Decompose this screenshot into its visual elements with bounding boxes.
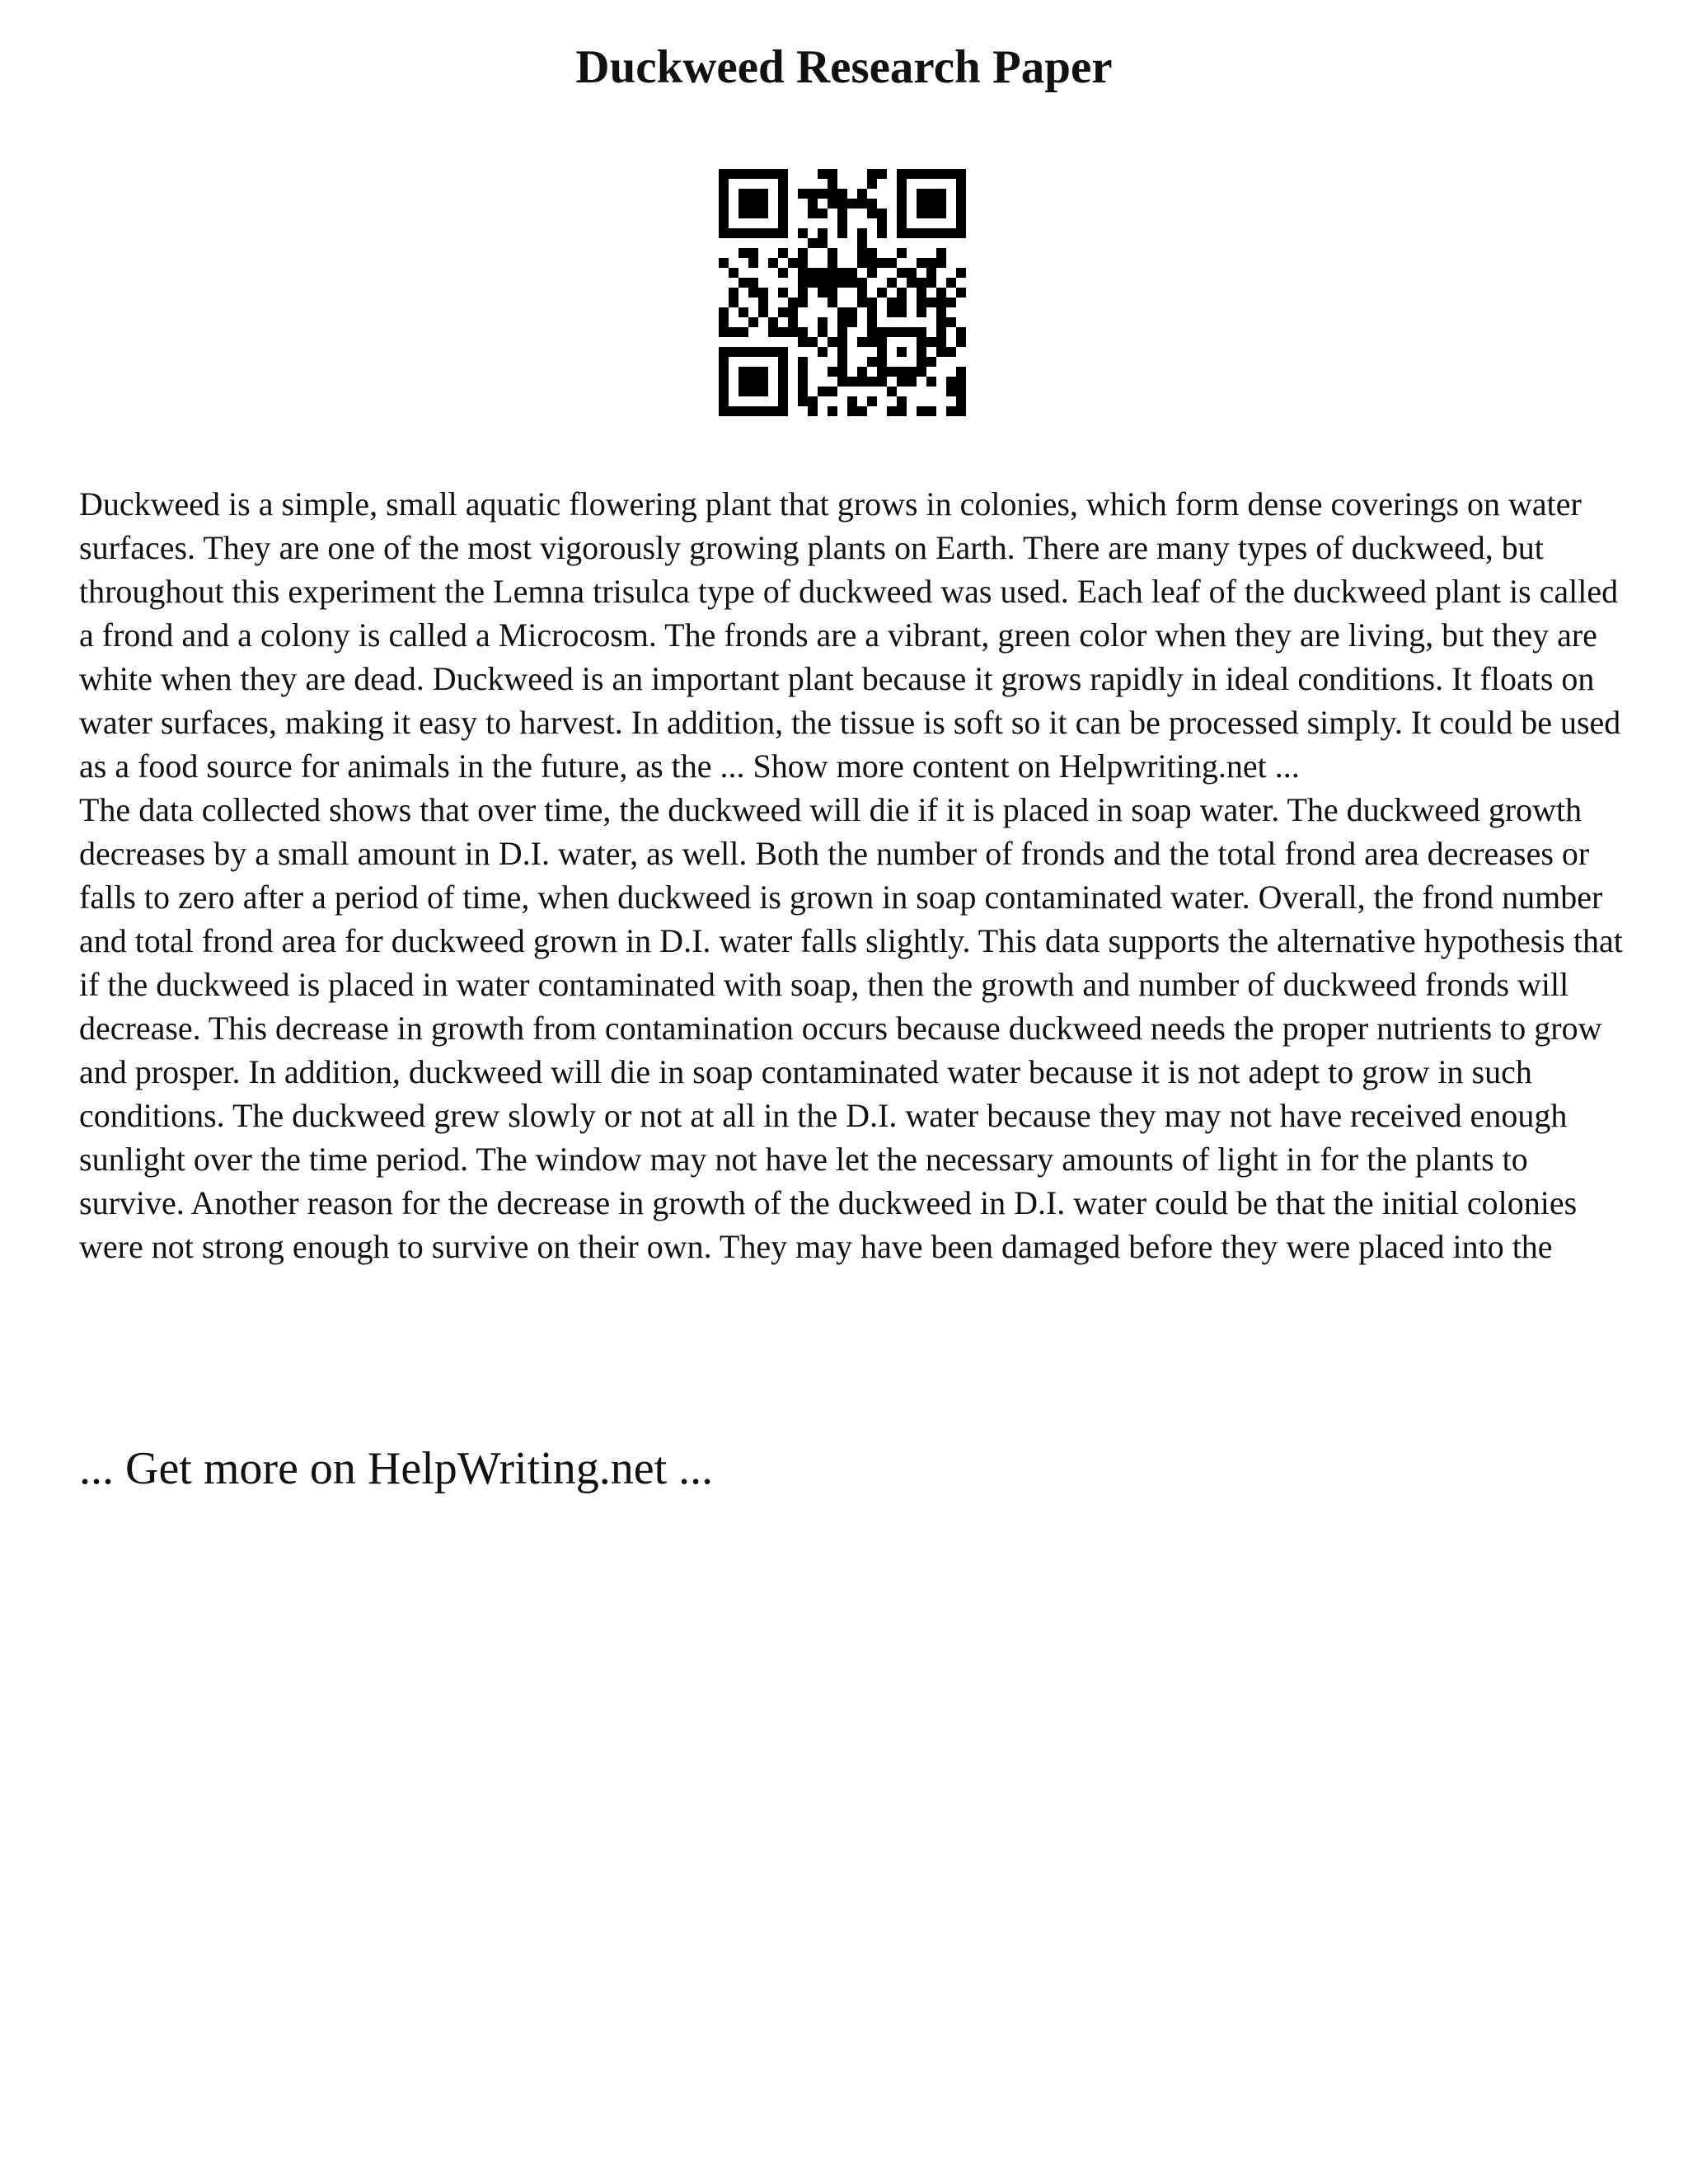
paragraph-intro: Duckweed is a simple, small aquatic flowering plant that grows in colonies, which form dense coverings on water surfaces. They are one of the most vigorously growing plants on Earth. There are many types of duckweed, but throughout this experiment the Lemna trisulca type of duckweed was used. Each leaf of the duckweed plant is called a frond and a colony is called a Microcosm. The fronds are a vibrant, green color when they are living, but they are white when they are dead. Duckweed is an important plant because it grows rapidly in ideal conditions. It floats on water surfaces, making it easy to harvest. In addition, the tissue is soft so it can be processed simply. It could be used as a food source for animals in the future, as the ... Show more content on Helpwriting.net ... <box>79 485 1621 785</box>
qr-code-icon <box>719 169 966 416</box>
get-more-link[interactable]: ... Get more on HelpWriting.net ... <box>79 1443 714 1494</box>
paragraph-results: The data collected shows that over time, the duckweed will die if it is placed in soap water. The duckweed growth decreases by a small amount in D.I. water, as well. Both the number of fronds and the total frond area decreases or falls to zero after a period of time, when duckweed is grown in soap contaminated water. Overall, the frond number and total frond area for duckweed grown in D.I. water falls slightly. This data supports the alternative hypothesis that if the duckweed is placed in water contaminated with soap, then the growth and number of duckweed fronds will decrease. This decrease in growth from contamination occurs because duckweed needs the proper nutrients to grow and prosper. In addition, duckweed will die in soap contaminated water because it is not adept to grow in such conditions. The duckweed grew slowly or not at all in the D.I. water because they may not have received enough sunlight over the time period. The window may not have let the necessary amounts of light in for the plants to survive. Another reason for the decrease in growth of the duckweed in D.I. water could be that the initial colonies were not strong enough to survive on their own. They may have been damaged before they were placed into the <box>79 791 1623 1265</box>
page-title: Duckweed Research Paper <box>575 41 1113 93</box>
body-text <box>79 482 1625 1268</box>
